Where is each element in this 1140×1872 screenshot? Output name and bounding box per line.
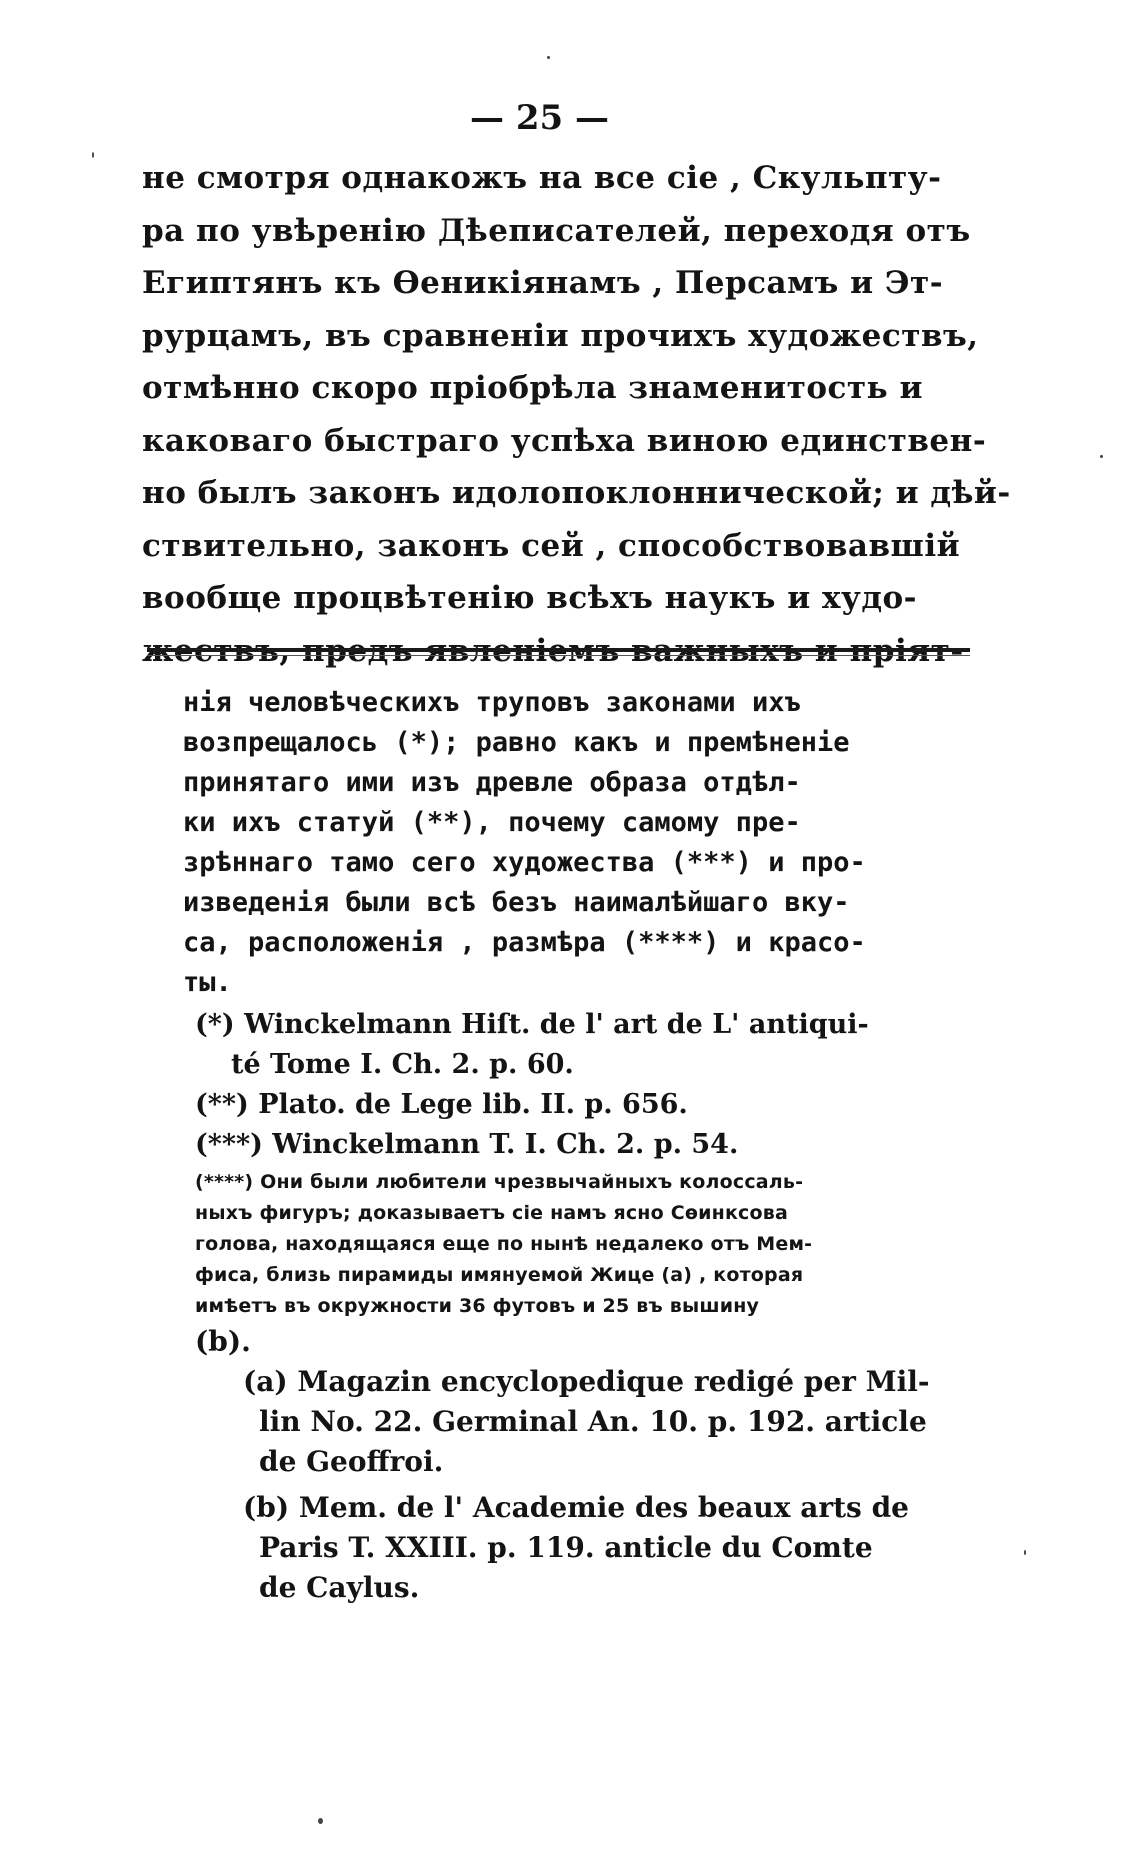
- footnote-separator-thin-rule: [147, 655, 970, 656]
- reference-a-line: de Geoffroi.: [259, 1445, 444, 1478]
- main-text-line: ствительно, законъ сей , способствовавшій: [142, 527, 961, 564]
- main-text-block: [142, 152, 1011, 677]
- paper-speck: [1024, 1550, 1026, 1555]
- reference-b-line: Paris T. XXIII. p. 119. anticle du Comte: [259, 1531, 873, 1564]
- footnote-4-block: [195, 1167, 995, 1322]
- reference-b-line: (b) Mem. de l' Academie des beaux arts de: [243, 1491, 909, 1524]
- main-text-line: отмѣнно скоро пріобрѣла знаменитость и: [142, 370, 923, 406]
- footnote-4-line: имѣетъ въ окружности 36 футовъ и 25 въ вышину: [195, 1295, 760, 1317]
- continuation-note-block: [183, 683, 973, 1003]
- footnote-1-line: (*) Winckelmann Hiſt. de l' art de L' antiqui-: [195, 1009, 869, 1040]
- main-text-line: Египтянъ къ Ѳеникіянамъ , Персамъ и Эт-: [142, 265, 944, 301]
- note-text-line: са, расположенія , размѣра (****) и красо-: [183, 927, 866, 958]
- reference-b-line: de Caylus.: [259, 1571, 420, 1604]
- page-number: — 25 —: [470, 98, 609, 138]
- note-text-line: ты.: [183, 967, 232, 998]
- note-text-line: возпрещалось (*); равно какъ и премѣненіе: [183, 727, 850, 758]
- main-text-line: вообще процвѣтенію всѣхъ наукъ и худо-: [142, 580, 918, 616]
- main-text-line: рурцамъ, въ сравненіи прочихъ художествъ,: [142, 317, 979, 354]
- footnote-1-line: té Tome I. Ch. 2. p. 60.: [231, 1049, 574, 1080]
- footnote-separator-rule: [147, 648, 970, 652]
- note-text-line: принятаго ими изъ древле образа отдѣл-: [183, 767, 801, 798]
- main-text-line: каковаго быстраго успѣха виною единствен-: [142, 422, 987, 459]
- paper-speck: [318, 1818, 323, 1824]
- note-text-line: зрѣннаго тамо сего художества (***) и про-: [183, 847, 866, 878]
- paper-speck: [92, 152, 94, 158]
- paper-speck: [547, 56, 550, 59]
- main-text-line: жествъ, предъ явленіемъ важныхъ и пріят-: [142, 632, 964, 669]
- footnote-4-line: фиса, близь пирамиды имянуемой Жице (а) , которая: [195, 1264, 804, 1286]
- paper-speck: [1100, 455, 1103, 458]
- main-text-line: ра по увѣренію Дѣеписателей, переходя отъ: [142, 212, 971, 249]
- footnote-4-line: ныхъ фигуръ; доказываетъ сіе намъ ясно Сѳинксова: [195, 1202, 788, 1224]
- note-text-line: ки ихъ статуй (**), почему самому пре-: [183, 807, 801, 838]
- main-text-line: но былъ законъ идолопоклоннической; и дѣй-: [142, 475, 1011, 511]
- note-text-line: нія человѣческихъ труповъ законами ихъ: [183, 687, 801, 718]
- footnotes-block: [195, 1005, 995, 1608]
- footnote-3: (***) Winckelmann T. I. Ch. 2. p. 54.: [195, 1129, 739, 1160]
- main-text-line: не смотря однакожъ на все сіе , Скульпту-: [142, 160, 942, 196]
- footnote-4-line: (****) Они были любители чрезвычайныхъ колоссаль-: [195, 1171, 804, 1193]
- footnote-4-tail: (b).: [195, 1325, 251, 1358]
- footnote-2: (**) Plato. de Lege lib. II. p. 656.: [195, 1089, 688, 1120]
- reference-a-line: lin No. 22. Germinal An. 10. p. 192. article: [259, 1405, 927, 1438]
- reference-a-line: (a) Magazin encyclopedique redigé per Mil-: [243, 1365, 930, 1398]
- note-text-line: изведенія были всѣ безъ наималѣйшаго вку-: [183, 887, 850, 918]
- footnote-4-line: голова, находящаяся еще по нынѣ недалеко отъ Мем-: [195, 1233, 813, 1255]
